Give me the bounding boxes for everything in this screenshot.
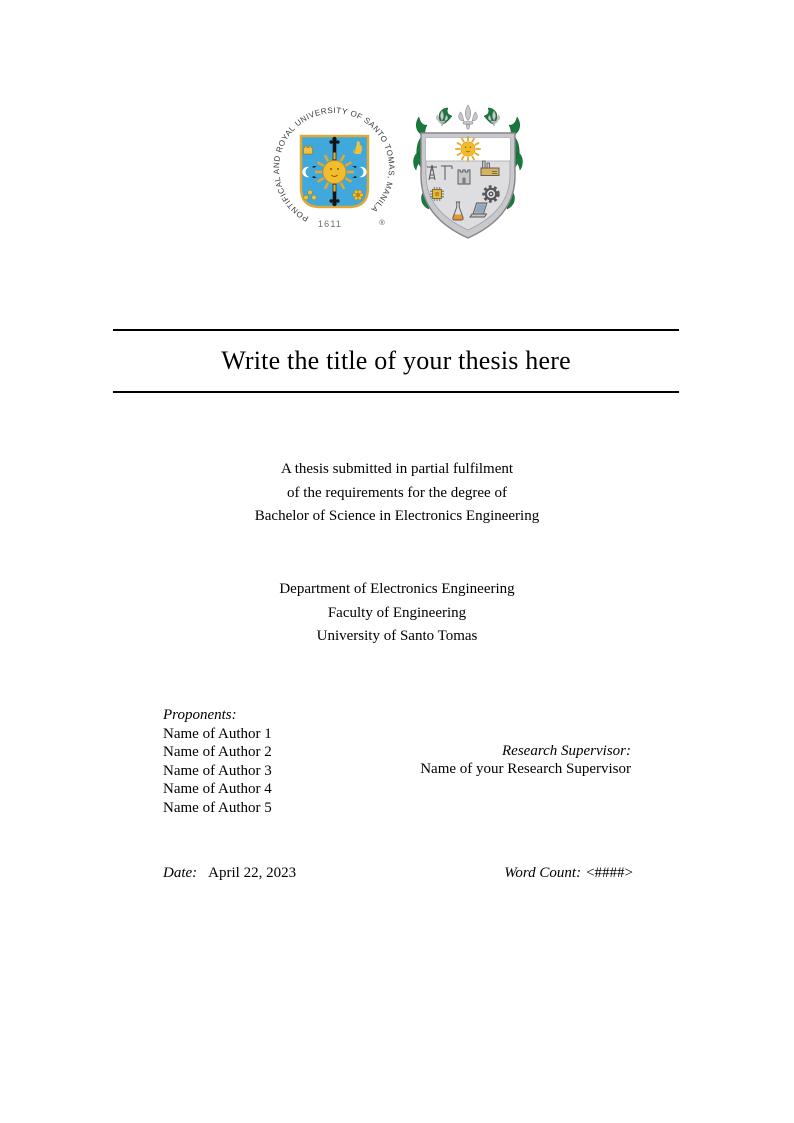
seal-ring-text: PONTIFICAL AND ROYAL UNIVERSITY OF SANTO TOMAS, MANILA [271,105,397,224]
word-count-label: Word Count: [504,865,582,881]
author-name: Name of Author 4 [163,781,272,798]
affiliation-block [0,578,794,649]
microchip-icon [430,187,444,201]
title-rules [113,329,679,393]
date-label: Date: [163,865,198,881]
affiliation-line: University of Santo Tomas [316,628,478,644]
affiliation-line: Department of Electronics Engineering [279,581,515,597]
seal-year-text: 1611 [317,219,343,229]
page-title: Write the title of your thesis here [221,346,571,375]
affiliation-line: Faculty of Engineering [327,604,467,621]
submission-statement [0,458,794,529]
supervisor-block [420,742,631,779]
engineering-coat-of-arms-logo [412,102,524,243]
castle-tower-icon [458,170,470,184]
rose-icon [353,190,364,200]
logo-row [0,102,794,243]
supervisor-label: Research Supervisor: [502,743,631,759]
submission-line: A thesis submitted in partial fulfilment [280,461,514,477]
author-name: Name of Author 5 [163,799,272,816]
submission-line: Bachelor of Science in Electronics Engineering [254,508,540,524]
registered-mark: ® [379,218,385,227]
supervisor-name: Name of your Research Supervisor [420,761,631,778]
submission-line: of the requirements for the degree of [287,484,507,501]
author-name: Name of Author 1 [163,725,272,742]
author-name: Name of Author 2 [163,744,272,761]
proponents-label: Proponents: [163,707,237,723]
author-name: Name of Author 3 [163,762,272,779]
ust-seal-logo [270,102,400,242]
word-count-row [504,865,633,882]
date-row [163,865,296,882]
date-value: April 22, 2023 [208,865,297,881]
proponents-block [163,706,272,818]
word-count-value: <####> [586,865,633,881]
